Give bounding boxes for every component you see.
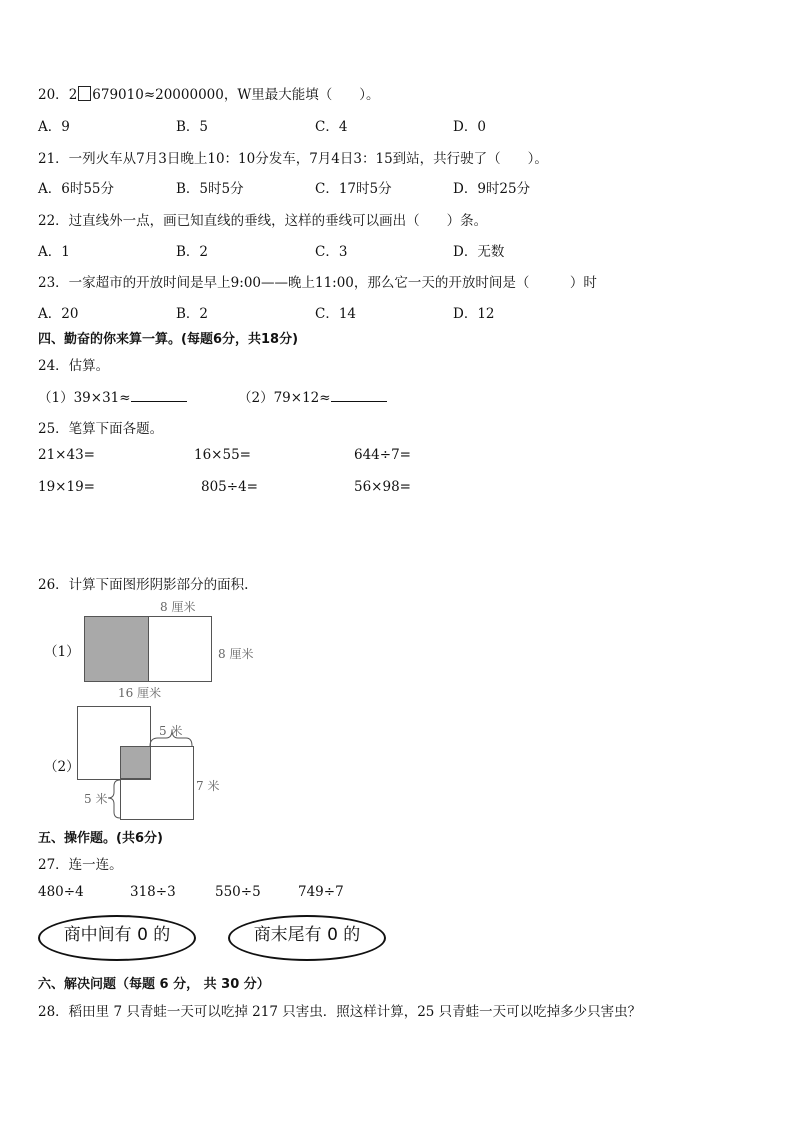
figure-2-right-label: 7 米	[196, 779, 220, 793]
estimate-item-2	[238, 386, 387, 406]
figure-1-white-square	[148, 616, 212, 682]
question-21: 21．一列火车从7月3日晚上10：10分发车，7月4日3：15到站，共行驶了（ ）。	[38, 151, 548, 167]
answer-blank-1[interactable]	[131, 389, 187, 402]
q20-option-d[interactable]: D．0	[453, 119, 486, 135]
calc-2: 16×55=	[194, 447, 251, 463]
q20-option-b[interactable]: B．5	[176, 119, 209, 135]
digit-blank-box[interactable]	[78, 86, 91, 101]
question-28: 28．稻田里 7 只青蛙一天可以吃掉 217 只害虫．照这样计算，25 只青蛙一天可以吃掉多少只害虫？	[38, 1004, 642, 1020]
q23-option-a[interactable]: A．20	[38, 306, 79, 322]
q22-option-c[interactable]: C．3	[315, 244, 348, 260]
calc-6: 56×98=	[354, 479, 411, 495]
question-27: 27．连一连。	[38, 857, 123, 873]
q22-option-d[interactable]: D．无数	[453, 244, 505, 260]
figure-2-shaded-overlap	[121, 747, 151, 779]
estimate-item-2-text: （2）79×12≈	[238, 390, 331, 406]
calc-4: 19×19=	[38, 479, 95, 495]
q20-option-a[interactable]: A．9	[38, 119, 70, 135]
question-24: 24．估算。	[38, 358, 110, 374]
figure-1-label: （1）	[44, 644, 80, 660]
answer-blank-2[interactable]	[331, 389, 387, 402]
question-20-text: 679010≈20000000，W里最大能填（ ）。	[92, 87, 380, 103]
question-25: 25．笔算下面各题。	[38, 421, 164, 437]
figure-2-left-brace	[106, 778, 122, 820]
question-23: 23．一家超市的开放时间是早上9:00——晚上11:00，那么它一天的开放时间是（ ）时	[38, 275, 597, 291]
q23-option-d[interactable]: D．12	[453, 306, 495, 322]
q22-option-a[interactable]: A．1	[38, 244, 70, 260]
question-26: 26．计算下面图形阴影部分的面积.	[38, 577, 249, 593]
expr-2[interactable]: 318÷3	[130, 884, 176, 900]
q21-option-d[interactable]: D．9时25分	[453, 181, 531, 197]
question-20-number: 20．	[38, 87, 69, 103]
figure-1-bottom-label: 16 厘米	[118, 686, 162, 700]
q21-option-c[interactable]: C．17时5分	[315, 181, 392, 197]
question-22: 22．过直线外一点，画已知直线的垂线，这样的垂线可以画出（ ）条。	[38, 213, 488, 229]
calc-3: 644÷7=	[354, 447, 411, 463]
q22-option-b[interactable]: B．2	[176, 244, 209, 260]
figure-2-label: （2）	[44, 759, 80, 775]
expr-4[interactable]: 749÷7	[298, 884, 344, 900]
estimate-item-1-text: （1）39×31≈	[38, 390, 131, 406]
figure-2-left-label: 5 米	[84, 792, 108, 806]
expr-3[interactable]: 550÷5	[215, 884, 261, 900]
figure-2-top-label: 5 米	[159, 724, 183, 738]
question-20-prefix: 2	[68, 87, 78, 103]
figure-1-top-label: 8 厘米	[160, 600, 196, 614]
estimate-item-1	[38, 386, 187, 406]
q20-option-c[interactable]: C．4	[315, 119, 348, 135]
section-4-heading: 四、勤奋的你来算一算。(每题6分，共18分)	[38, 332, 299, 347]
expr-1[interactable]: 480÷4	[38, 884, 84, 900]
ellipse-end-zero-label: 商末尾有 0 的	[253, 925, 361, 945]
section-5-heading: 五、操作题。(共6分)	[38, 831, 163, 846]
calc-5: 805÷4=	[201, 479, 258, 495]
question-20	[38, 83, 379, 103]
q21-option-b[interactable]: B．5时5分	[176, 181, 244, 197]
ellipse-middle-zero-label: 商中间有 0 的	[63, 925, 171, 945]
q23-option-b[interactable]: B．2	[176, 306, 209, 322]
section-6-heading: 六、解决问题（每题 6 分， 共 30 分）	[38, 977, 270, 992]
figure-1-right-label: 8 厘米	[218, 647, 254, 661]
q21-option-a[interactable]: A．6时55分	[38, 181, 115, 197]
figure-1-shaded-square	[84, 616, 149, 682]
q23-option-c[interactable]: C．14	[315, 306, 357, 322]
calc-1: 21×43=	[38, 447, 95, 463]
